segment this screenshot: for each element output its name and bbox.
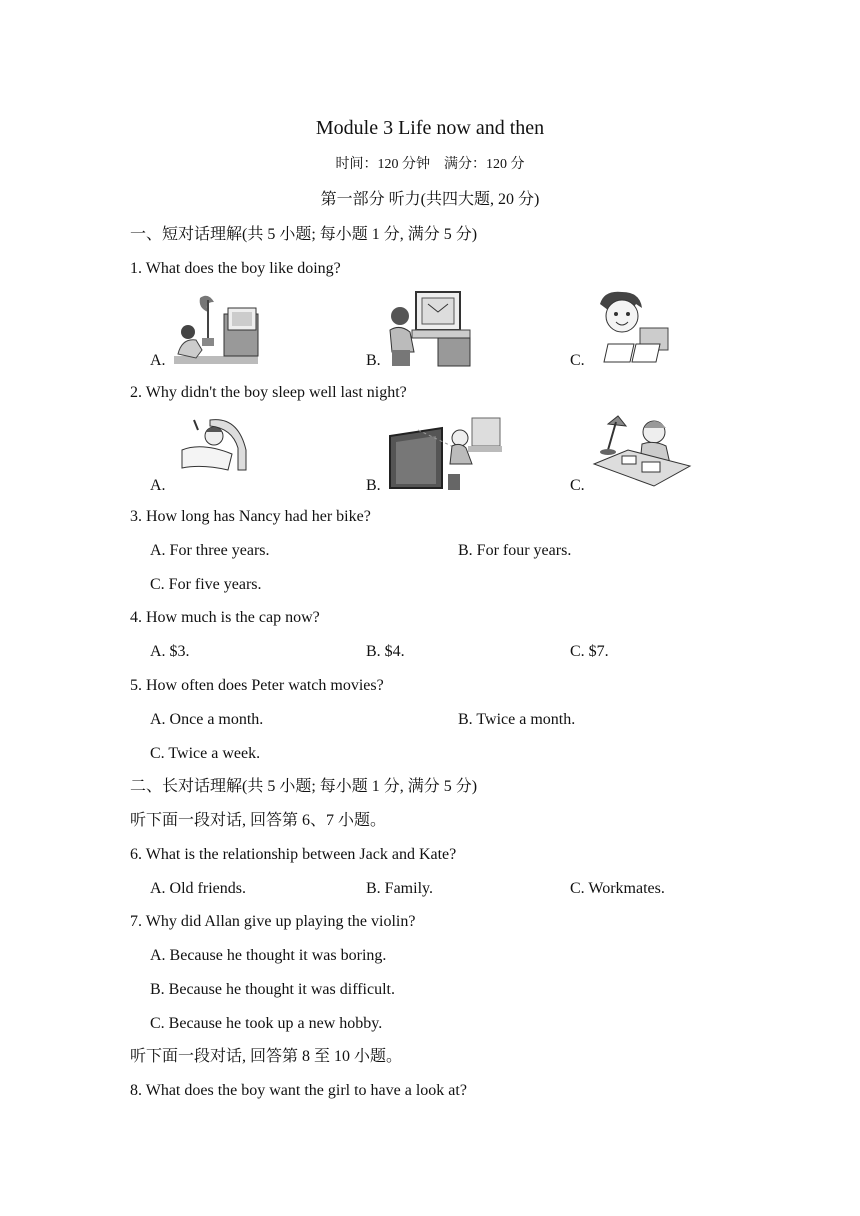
q3-option-c: C. For five years. xyxy=(150,576,262,593)
q6-option-a: A. Old friends. xyxy=(150,880,246,897)
question-7: 7. Why did Allan give up playing the violin? xyxy=(130,913,416,930)
boy-watching-tv-late-icon xyxy=(388,416,502,490)
q2-option-b: B. xyxy=(366,477,381,494)
q5-option-c: C. Twice a week. xyxy=(150,745,261,762)
q7-option-b: B. Because he thought it was difficult. xyxy=(150,981,395,998)
q1-option-b: B. xyxy=(366,352,381,369)
q7-option-c: C. Because he took up a new hobby. xyxy=(150,1015,383,1032)
boy-watching-tv-icon xyxy=(172,292,260,366)
q5-option-b: B. Twice a month. xyxy=(458,711,576,728)
boy-using-computer-icon xyxy=(386,290,474,368)
section2-heading: 二、长对话理解(共 5 小题; 每小题 1 分, 满分 5 分) xyxy=(130,778,478,795)
question-2: 2. Why didn't the boy sleep well last night? xyxy=(130,384,407,401)
boy-sick-in-bed-icon xyxy=(180,416,250,472)
boy-studying-at-desk-icon xyxy=(592,414,692,492)
section2-instruction-1: 听下面一段对话, 回答第 6、7 小题。 xyxy=(130,812,387,829)
section2-instruction-2: 听下面一段对话, 回答第 8 至 10 小题。 xyxy=(130,1048,403,1065)
q6-option-b: B. Family. xyxy=(366,880,433,897)
question-3: 3. How long has Nancy had her bike? xyxy=(130,508,371,525)
question-5: 5. How often does Peter watch movies? xyxy=(130,677,384,694)
q5-option-a: A. Once a month. xyxy=(150,711,264,728)
q7-option-a: A. Because he thought it was boring. xyxy=(150,947,387,964)
q1-option-a: A. xyxy=(150,352,166,369)
question-6: 6. What is the relationship between Jack and Kate? xyxy=(130,846,457,863)
q4-option-a: A. $3. xyxy=(150,643,190,660)
question-1: 1. What does the boy like doing? xyxy=(130,260,341,277)
q3-option-b: B. For four years. xyxy=(458,542,572,559)
q2-option-a: A. xyxy=(150,477,166,494)
q1-option-c: C. xyxy=(570,352,585,369)
exam-info: 时间：120 分钟 满分：120 分 xyxy=(335,157,525,172)
q2-option-c: C. xyxy=(570,477,585,494)
page-title: Module 3 Life now and then xyxy=(315,117,545,139)
part-heading: 第一部分 听力(共四大题, 20 分) xyxy=(320,191,540,208)
q3-option-a: A. For three years. xyxy=(150,542,270,559)
q6-option-c: C. Workmates. xyxy=(570,880,665,897)
q4-option-c: C. $7. xyxy=(570,643,609,660)
question-4: 4. How much is the cap now? xyxy=(130,609,320,626)
question-8: 8. What does the boy want the girl to have a look at? xyxy=(130,1082,467,1099)
boy-reading-book-icon xyxy=(596,290,670,364)
section1-heading: 一、短对话理解(共 5 小题; 每小题 1 分, 满分 5 分) xyxy=(130,226,478,243)
q4-option-b: B. $4. xyxy=(366,643,405,660)
